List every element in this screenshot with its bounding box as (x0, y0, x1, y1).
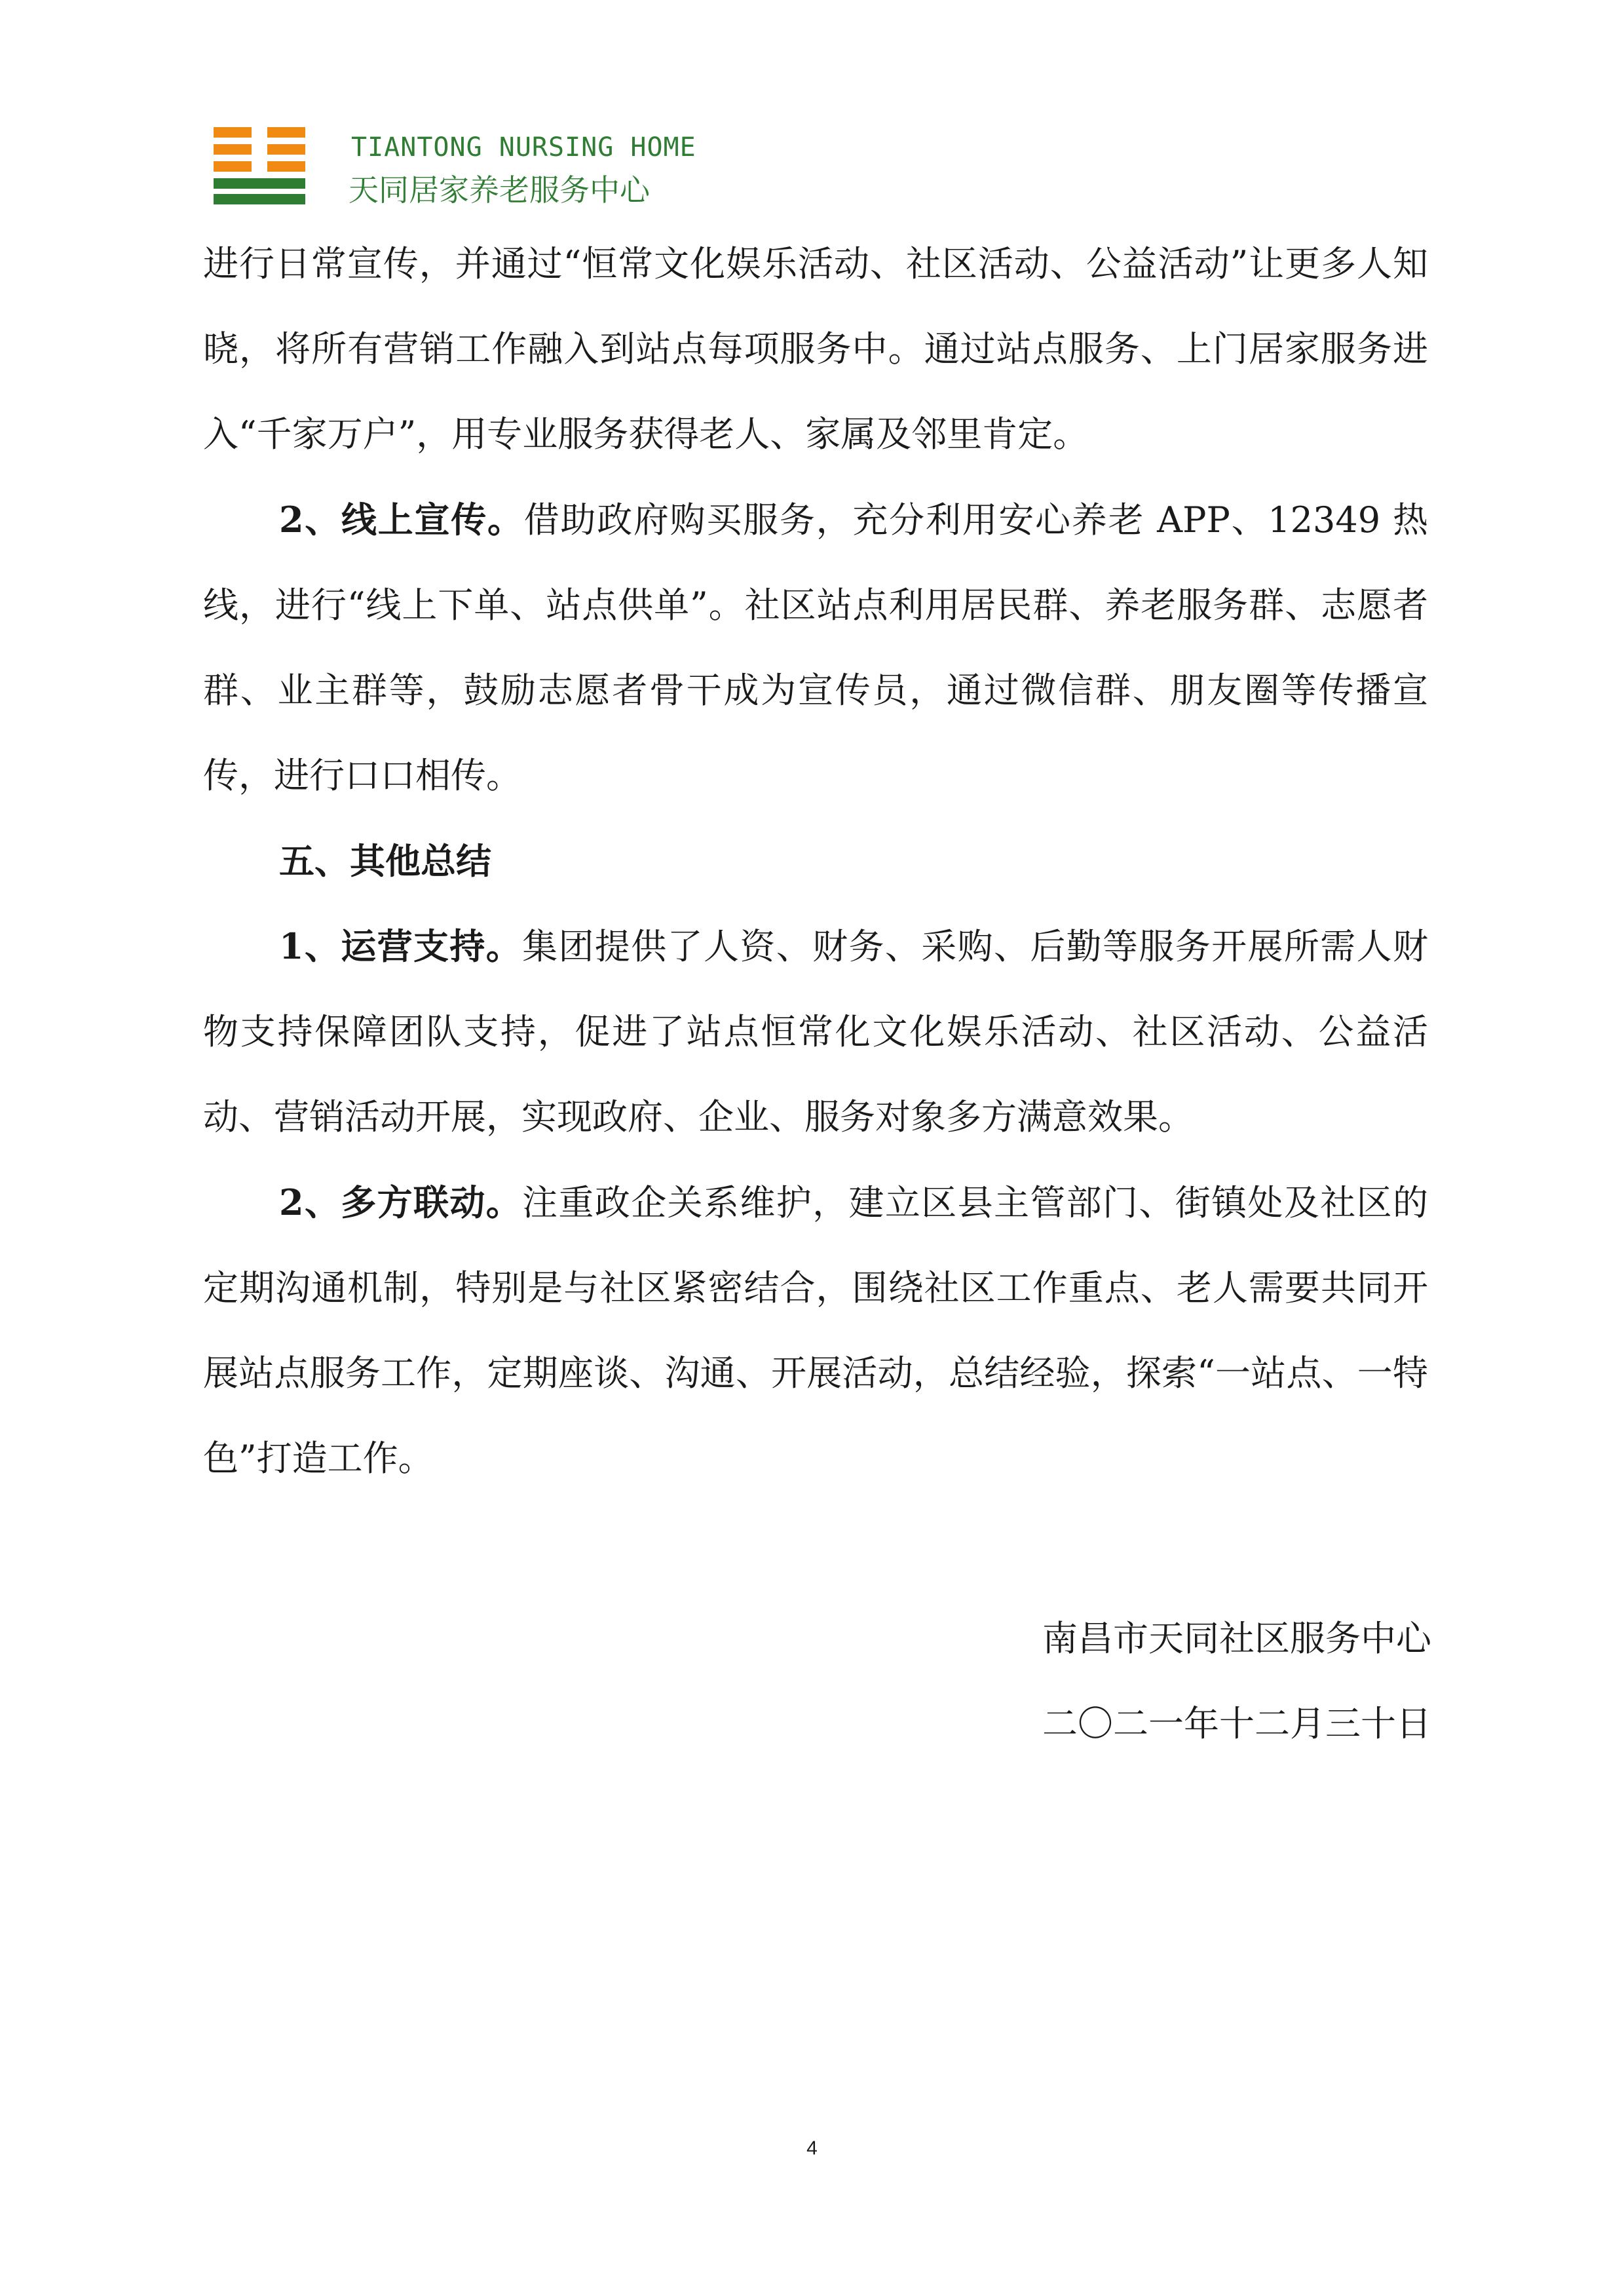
section-heading: 五、其他总结 (279, 840, 491, 882)
signature-date: 二〇二一年十二月三十日 (1042, 1703, 1431, 1744)
paragraph-text: 注重政企关系维护，建立区县主管部门、街镇处及社区的定期沟通机制，特别是与社区紧密结合，围绕社区工作重点、老人需要共同开展站点服务工作，定期座谈、沟通、开展活动，总结经验，探索“一站点、一特色”打造工作。 (203, 1182, 1428, 1479)
signature-organization: 南昌市天同社区服务中心 (1042, 1618, 1431, 1659)
paragraph-multi-party-linkage (203, 1160, 1428, 1501)
signature-block (1042, 1596, 1431, 1767)
logo-title-chinese: 天同居家养老服务中心 (349, 172, 650, 208)
paragraph-lead: 2、线上宣传。 (279, 499, 524, 541)
tiantong-logo-icon (211, 126, 316, 211)
paragraph-text: 借助政府购买服务，充分利用安心养老 APP、12349 热线，进行“线上下单、站点供单”。社区站点利用居民群、养老服务群、志愿者群、业主群等，鼓励志愿者骨干成为宣传员，通过微信群、朋友圈等传播宣传，进行口口相传。 (203, 499, 1428, 796)
paragraph-text: 进行日常宣传，并通过“恒常文化娱乐活动、社区活动、公益活动”让更多人知晓，将所有营销工作融入到站点每项服务中。通过站点服务、上门居家服务进入“千家万户”，用专业服务获得老人、家属及邻里肯定。 (203, 243, 1428, 455)
page-number: 4 (806, 2137, 818, 2159)
document-body (203, 221, 1428, 1501)
logo-title-english: TIANTONG NURSING HOME (351, 132, 696, 163)
paragraph-online-promotion (203, 477, 1428, 818)
paragraph-text: 集团提供了人资、财务、采购、后勤等服务开展所需人财物支持保障团队支持，促进了站点恒常化文化娱乐活动、社区活动、公益活动、营销活动开展，实现政府、企业、服务对象多方满意效果。 (203, 926, 1428, 1138)
paragraph-lead: 1、运营支持。 (279, 925, 523, 967)
paragraph-operation-support (203, 904, 1428, 1160)
paragraph-continuation (203, 221, 1428, 477)
paragraph-lead: 2、多方联动。 (279, 1181, 523, 1223)
